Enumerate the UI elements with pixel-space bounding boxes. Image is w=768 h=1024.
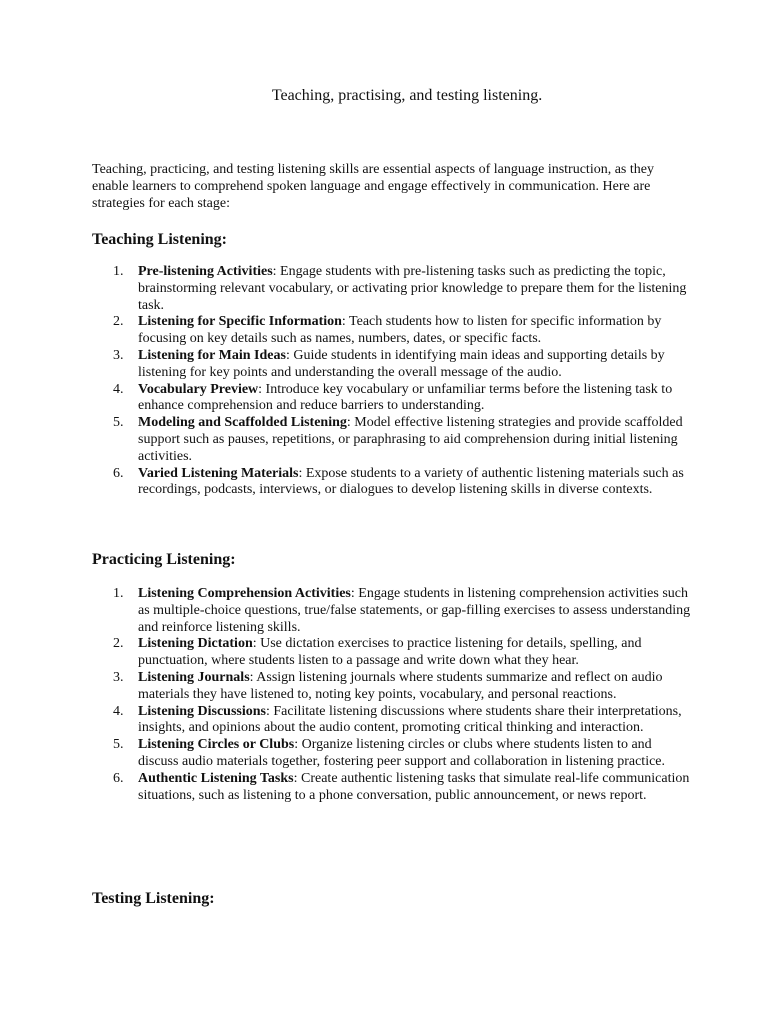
list-item <box>92 704 692 738</box>
teaching-listening-heading: Teaching Listening: <box>92 231 227 248</box>
teaching-listening-list <box>92 264 692 499</box>
list-item <box>92 670 692 704</box>
practicing-listening-heading: Practicing Listening: <box>92 551 236 568</box>
item-title: Listening Circles or Clubs <box>138 737 295 753</box>
item-text: : Assign listening journals where students summarize and reflect on audio materials they have listened to, noting key points, vocabulary, and personal reactions. <box>138 669 663 702</box>
item-text: : Teach students how to listen for specific information by focusing on key details such as names, numbers, dates, or specific facts. <box>138 314 662 347</box>
item-title: Listening Comprehension Activities <box>138 586 351 601</box>
item-title: Vocabulary Preview <box>138 381 259 397</box>
practicing-listening-list <box>92 586 692 804</box>
item-number: 4. <box>113 703 124 719</box>
item-title: Listening Journals <box>138 669 250 685</box>
item-number: 6. <box>113 465 124 481</box>
list-item <box>92 466 692 500</box>
item-number: 1. <box>113 264 124 279</box>
document-title: Teaching, practising, and testing listening. <box>271 87 543 104</box>
item-text: : Expose students to a variety of authentic listening materials such as recordings, podcasts, interviews, or dialogues to develop listening skills in diverse contexts. <box>138 465 684 498</box>
list-item <box>92 586 692 636</box>
list-item <box>92 636 692 670</box>
item-text: : Guide students in identifying main ideas and supporting details by listening for key points and understanding the overall message of the audio. <box>138 347 665 380</box>
item-title: Authentic Listening Tasks <box>138 770 294 786</box>
item-text: : Use dictation exercises to practice listening for details, spelling, and punctuation, where students listen to a passage and write down what they hear. <box>138 636 642 669</box>
list-item <box>92 415 692 465</box>
item-number: 1. <box>113 586 124 601</box>
intro-paragraph: Teaching, practicing, and testing listening skills are essential aspects of language instruction, as they enable learners to comprehend spoken language and engage effectively in communication. Here are strategies for each stage: <box>92 162 654 211</box>
item-text: : Introduce key vocabulary or unfamiliar terms before the listening task to enhance comprehension and reduce barriers to understanding. <box>138 381 673 414</box>
item-title: Pre-listening Activities <box>138 264 273 279</box>
item-text: : Organize listening circles or clubs where students listen to and discuss audio materials together, fostering peer support and collaboration in listening practice. <box>138 737 666 769</box>
item-title: Varied Listening Materials <box>138 465 299 481</box>
item-number: 4. <box>113 381 124 397</box>
item-title: Listening Dictation <box>138 636 253 652</box>
testing-listening-heading: Testing Listening: <box>92 890 215 907</box>
item-title: Listening Discussions <box>138 703 266 719</box>
list-item <box>92 771 692 805</box>
item-title: Modeling and Scaffolded Listening <box>138 415 347 431</box>
item-number: 3. <box>113 347 124 363</box>
item-text: : Facilitate listening discussions where students share their interpretations, insights, and opinions about the audio content, promoting critical thinking and interaction. <box>138 703 682 736</box>
item-number: 2. <box>113 636 124 652</box>
item-text: : Engage students in listening comprehension activities such as multiple-choice questions, true/false statements, or gap-filling exercises to assess understanding and reinforce listening skills. <box>138 586 691 635</box>
item-number: 6. <box>113 770 124 786</box>
item-number: 3. <box>113 669 124 685</box>
item-title: Listening for Main Ideas <box>138 347 286 363</box>
item-number: 5. <box>113 415 124 431</box>
item-text: : Create authentic listening tasks that simulate real-life communication situations, such as listening to a phone conversation, public announcement, or news report. <box>138 770 690 803</box>
list-item <box>92 382 692 416</box>
list-item <box>92 264 692 314</box>
item-title: Listening for Specific Information <box>138 314 342 330</box>
list-item <box>92 737 692 771</box>
item-number: 2. <box>113 314 124 330</box>
item-text: : Model effective listening strategies and provide scaffolded support such as pauses, repetitions, or paraphrasing to aid comprehension during initial listening activities. <box>138 415 683 464</box>
list-item <box>92 314 692 348</box>
item-text: : Engage students with pre-listening tasks such as predicting the topic, brainstorming relevant vocabulary, or activating prior knowledge to prepare them for the listening task. <box>138 264 687 313</box>
item-number: 5. <box>113 737 124 753</box>
list-item <box>92 348 692 382</box>
